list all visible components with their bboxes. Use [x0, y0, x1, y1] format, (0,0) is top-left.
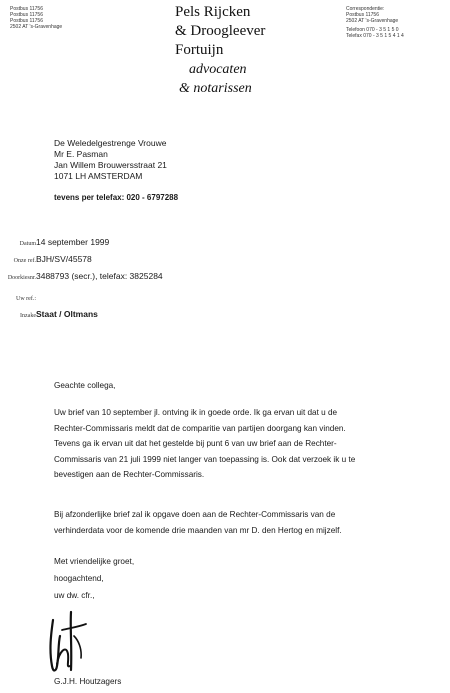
recipient-line: Jan Willem Brouwersstraat 21 — [54, 160, 167, 170]
field-value: Staat / Oltmans — [36, 309, 98, 319]
reference-fields — [0, 232, 450, 327]
closing-line: uw dw. cfr., — [54, 591, 95, 600]
body-paragraph-1 — [54, 405, 414, 483]
field-label: Datum — [19, 241, 36, 247]
sender-address-line: 2502 AT 's-Gravenhage — [10, 24, 63, 30]
field-our-ref — [0, 249, 92, 267]
handwritten-signature — [44, 606, 92, 678]
firm-name-line: Fortuijn — [175, 42, 224, 58]
field-value: 3488793 (secr.), telefax: 3825284 — [36, 271, 163, 281]
firm-name-line: Pels Rijcken — [175, 4, 251, 20]
field-date — [0, 232, 109, 250]
firm-subtitle-line: & notarissen — [179, 81, 252, 96]
sender-address-line: Postbus 11756 — [10, 18, 43, 24]
correspondence-line: Correspondentie: — [346, 6, 385, 12]
firm-name-block — [175, 3, 265, 98]
correspondence-line: Telefax 070 - 3 5 1 5 4 1 4 — [346, 33, 404, 39]
salutation: Geachte collega, — [54, 381, 116, 390]
closing-line: Met vriendelijke groet, — [54, 557, 135, 566]
field-your-ref — [0, 287, 36, 305]
paragraph-line: bevestigen aan de Rechter-Commissaris. — [54, 470, 205, 479]
firm-subtitle-line: advocaten — [189, 62, 247, 77]
paragraph-line: Bij afzonderlijke brief zal ik opgave doen aan de Rechter-Commissaris van de — [54, 510, 336, 519]
field-label: Inzake — [20, 313, 36, 319]
firm-name-line: & Droogleever — [175, 23, 266, 39]
correspondence-line: Postbus 11756 — [346, 12, 379, 18]
correspondence-line: Telefoon 070 - 3 5 1 5 0 — [346, 27, 399, 33]
paragraph-line: verhinderdata voor de komende drie maanden van mr D. den Hertog en mijzelf. — [54, 525, 342, 535]
correspondence-block — [346, 6, 404, 39]
paragraph-line: Tevens ga ik ervan uit dat het gestelde bij punt 6 van uw brief aan de Rechter- — [54, 439, 337, 448]
recipient-line: Mr E. Pasman — [54, 149, 108, 159]
sender-address-block — [10, 6, 62, 30]
signatory-name: G.J.H. Houtzagers — [54, 677, 122, 686]
field-direct-line — [0, 266, 163, 284]
correspondence-line: 2502 AT 's-Gravenhage — [346, 18, 399, 24]
fax-notice: tevens per telefax: 020 - 6797288 — [54, 193, 179, 202]
paragraph-line: Uw brief van 10 september jl. ontving ik in goede orde. Ik ga ervan uit dat u de — [54, 408, 338, 417]
paragraph-line: Rechter-Commissaris meldt dat de comparitie van partijen doorgang kan vinden. — [54, 423, 346, 433]
body-paragraph-2 — [54, 507, 414, 538]
recipient-line: 1071 LH AMSTERDAM — [54, 171, 143, 181]
recipient-address — [54, 138, 167, 182]
field-subject — [0, 304, 98, 322]
field-label: Doorkiesnr. — [7, 275, 36, 281]
paragraph-line: Commissaris van 21 juli 1999 niet langer van toepassing is. Ook dat verzoek ik u te — [54, 454, 356, 464]
field-value: 14 september 1999 — [36, 237, 110, 247]
sender-address-line: Postbus 11756 — [10, 12, 43, 18]
sender-address-line: Postbus 11756 — [10, 6, 43, 12]
closing-block — [54, 557, 134, 608]
recipient-line: De Weledelgestrenge Vrouwe — [54, 138, 167, 148]
field-value: BJH/SV/45578 — [36, 254, 92, 264]
field-label: Uw ref.: — [16, 296, 36, 302]
closing-line: hoogachtend, — [54, 574, 104, 583]
field-label: Onze ref. — [13, 258, 36, 264]
